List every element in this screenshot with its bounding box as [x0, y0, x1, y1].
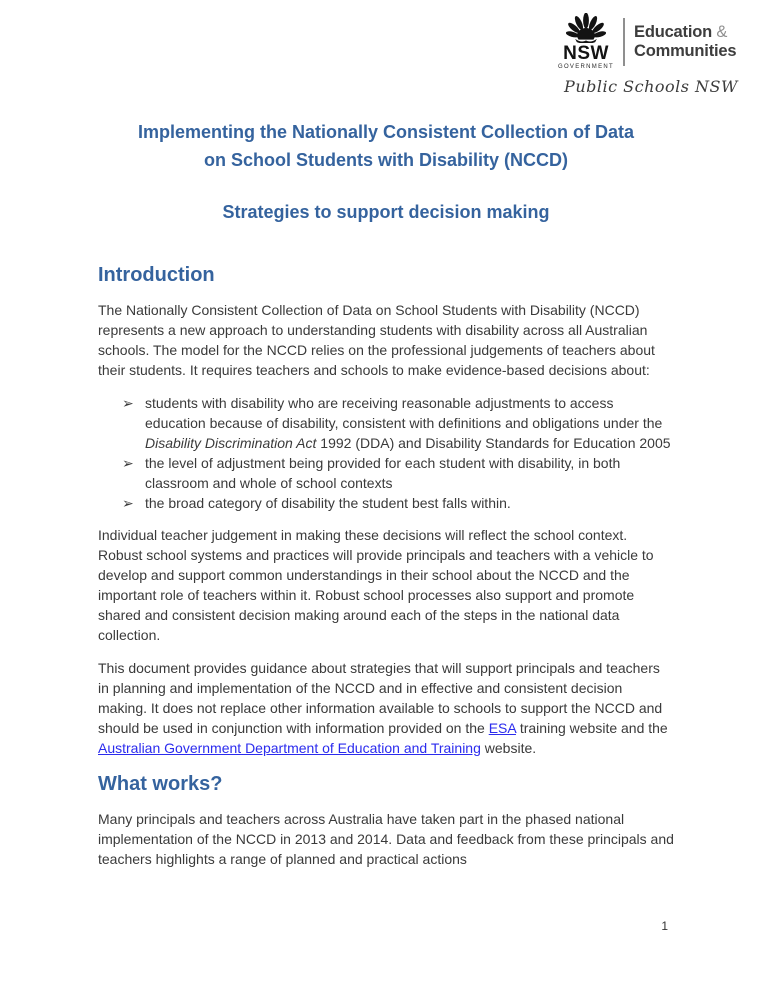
arrow-bullet-icon: ➢ — [122, 455, 134, 471]
what-works-heading: What works? — [98, 773, 223, 795]
paragraph3-post: website. — [480, 740, 537, 756]
list-item-text: the broad category of disability the student best falls within. — [145, 495, 511, 511]
document-title-line1: Implementing the Nationally Consistent Collection of Data — [137, 122, 635, 142]
what-works-paragraph-1: Many principals and teachers across Australia have taken part in the phased national implementation of the NCCD in 2013 and 2014. Data and feedback from these principals and teachers highlights a range of planned and practical actions — [98, 811, 674, 867]
document-content — [98, 118, 674, 882]
document-title — [98, 118, 674, 174]
introduction-bullet-list — [98, 393, 674, 513]
logo-divider — [623, 18, 625, 66]
org-name — [634, 23, 736, 60]
org-name-line2: Communities — [634, 41, 737, 60]
list-item — [122, 393, 674, 453]
org-name-line1: Education — [634, 23, 712, 42]
list-item-text: the level of adjustment being provided for each student with disability, in both classroom and whole of school contexts — [145, 455, 621, 491]
list-item-text — [145, 393, 674, 453]
org-ampersand: & — [716, 23, 728, 42]
bullet1-pre: students with disability who are receiving reasonable adjustments to access education because of disability, consistent with definitions and obligations under the — [145, 395, 663, 431]
logo-row — [558, 13, 744, 70]
paragraph3-pre: This document provides guidance about strategies that will support principals and teachers in planning and implementation of the NCCD and in effective and consistent decision making. It does not replace other information available to schools to support the NCCD and should be used in conjunction with information provided on the — [98, 660, 663, 736]
arrow-bullet-icon: ➢ — [122, 395, 134, 411]
bullet1-italic-act-name: Disability Discrimination Act — [145, 435, 317, 451]
introduction-paragraph-2: Individual teacher judgement in making these decisions will reflect the school context. Robust school systems and practices will provide principals and teachers with a vehicle to develop and support common understandings in their school about the NCCD and the important role of teachers within it. Robust school processes also support and promote shared and consistent decision making around each of the steps in the national data collection. — [98, 527, 654, 643]
page-number: 1 — [661, 919, 668, 933]
document-title-line2: on School Students with Disability (NCCD) — [204, 150, 568, 170]
header-logo — [558, 13, 744, 96]
list-item — [122, 453, 674, 493]
nsw-government-text: GOVERNMENT — [558, 64, 615, 70]
document-subtitle: Strategies to support decision making — [222, 202, 550, 222]
australian-government-dept-link[interactable]: Australian Government Department of Education and Training — [98, 740, 481, 756]
paragraph3-mid: training website and the — [515, 720, 668, 736]
public-schools-nsw-tagline: Public Schools NSW — [564, 77, 738, 96]
nsw-waratah-icon — [566, 13, 606, 43]
nsw-logo-text: NSW — [563, 43, 609, 64]
nsw-government-logo — [558, 13, 623, 70]
introduction-heading: Introduction — [98, 264, 215, 286]
esa-training-website-link[interactable]: ESA — [488, 720, 516, 736]
arrow-bullet-icon: ➢ — [122, 495, 134, 511]
list-item — [122, 493, 674, 513]
introduction-paragraph-1: The Nationally Consistent Collection of Data on School Students with Disability (NCCD) represents a new approach to understanding students with disability across all Australian schools. The model for the NCCD relies on the professional judgements of teachers about their students. It requires teachers and schools to make evidence-based decisions about: — [98, 302, 655, 378]
bullet1-post: 1992 (DDA) and Disability Standards for Education 2005 — [316, 435, 671, 451]
introduction-paragraph-3 — [98, 658, 674, 758]
